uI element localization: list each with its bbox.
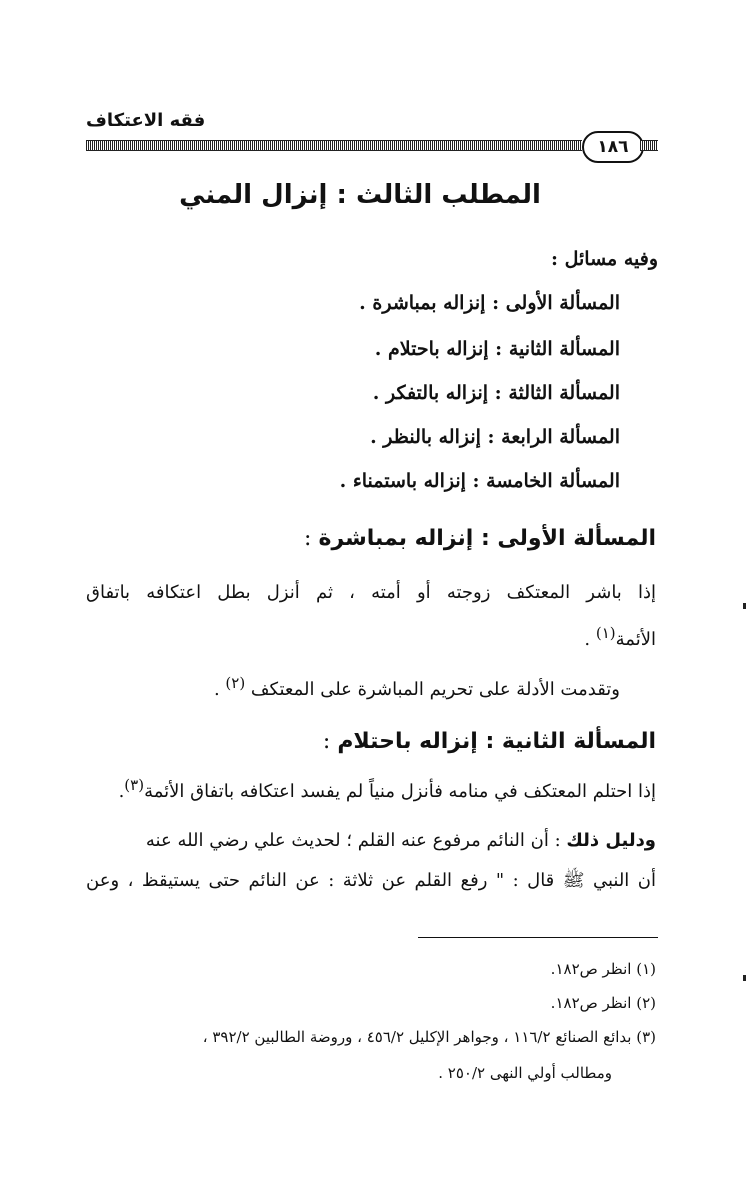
footnote-ref: (١) [595,624,616,642]
footnote-ref: (٣) [124,776,145,794]
paragraph-text: : أن النائم مرفوع عنه القلم ؛ لحديث علي رضي الله عنه [145,830,567,851]
question-list-item: المسألة الأولى : إنزاله بمباشرة . [359,292,620,314]
question-list-item: المسألة الرابعة : إنزاله بالنظر . [370,426,620,448]
heading-text: المسألة الثانية : إنزاله باحتلام [337,729,656,754]
footnote-continuation: ومطالب أولي النهى ٢٥٠/٢ . [438,1064,612,1082]
paragraph-tail: . [118,781,125,802]
paragraph-line [119,770,656,807]
header-rule-right [640,140,658,151]
paragraph-line [86,826,656,856]
footnote-ref: (٢) [225,674,246,692]
question-list-item: المسألة الثالثة : إنزاله بالتفكر . [372,382,620,404]
footnote: (٢) انظر ص١٨٢. [550,994,656,1012]
paragraph-line [86,618,656,655]
paragraph-line: إذا باشر المعتكف زوجته أو أمته ، ثم أنزل بطل اعتكافه باتفاق [86,582,656,603]
intro-line: وفيه مسائل : [550,248,658,270]
paragraph-text: وتقدمت الأدلة على تحريم المباشرة على المعتكف [245,679,620,700]
paragraph-line: أن النبي ﷺ قال : " رفع القلم عن ثلاثة : عن النائم حتى يستيقظ ، وعن [86,870,656,891]
paragraph-tail: . [213,679,226,700]
page-number: ١٨٦ [582,131,644,163]
footnote: (١) انظر ص١٨٢. [550,960,656,978]
question-heading-1 [304,522,656,556]
question-list-item: المسألة الثانية : إنزاله باحتلام . [374,338,620,360]
footnote-separator [418,937,658,938]
paragraph-text: إذا احتلم المعتكف في منامه فأنزل منياً لم يفسد اعتكافه باتفاق الأئمة [144,781,656,802]
section-title: المطلب الثالث : إنزال المني [179,180,541,210]
paragraph-text: الأئمة [615,629,656,650]
book-title: فقه الاعتكاف [86,110,206,131]
paragraph-lead: ودليل ذلك [566,830,656,851]
heading-text: المسألة الأولى : إنزاله بمباشرة [318,526,656,551]
header-rule [86,140,582,151]
heading-colon: : [304,526,319,551]
footnote: (٣) بدائع الصنائع ١١٦/٢ ، وجواهر الإكليل ٤٥٦/٢ ، وروضة الطالبين ٣٩٢/٢ ، [202,1028,656,1046]
paragraph-tail: . [584,629,596,650]
question-heading-2 [323,725,656,759]
paragraph-line [214,668,620,705]
heading-colon: : [322,729,338,754]
question-list-item: المسألة الخامسة : إنزاله باستمناء . [339,470,620,492]
